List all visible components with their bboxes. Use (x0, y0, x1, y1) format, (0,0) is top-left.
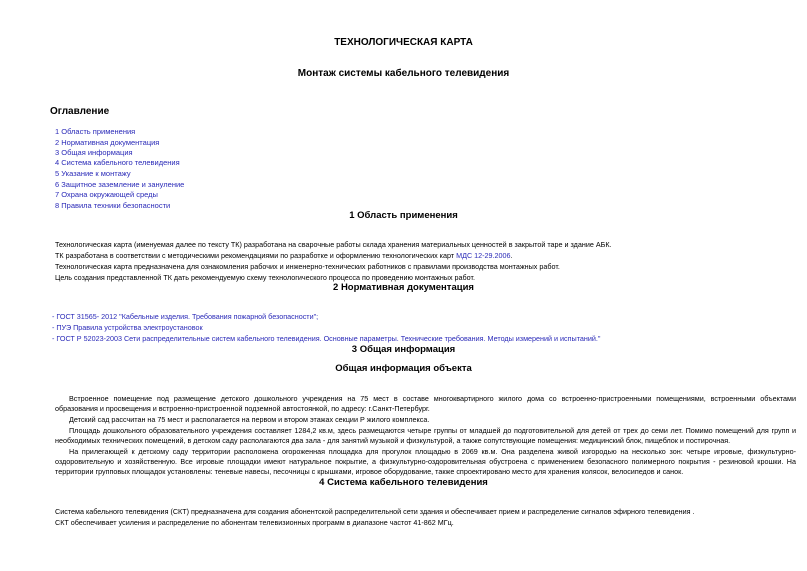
section-3-paragraph-3-line-2: необходимых технических помещений, в детском саду располагаются два зала - для занятий музыкой и физкультурой, а также сопутствующие помещения: медицинский блок, пищеблок и постирочная. (55, 436, 731, 445)
toc-link-installation[interactable]: 5 Указание к монтажу (55, 169, 131, 178)
toc-heading: Оглавление (50, 106, 110, 117)
section-1-line-1: Технологическая карта (именуемая далее по тексту ТК) разработана на сварочные работы склада хранения материальных ценностей в закрытой таре и здание АБК. (55, 240, 612, 249)
section-4-line-1: Система кабельного телевидения (СКТ) предназначена для создания абонентской распределительной сети здания и обеспечивает прием и распределение сигналов эфирного телевидения . (55, 507, 695, 516)
section-3-paragraph-4-line-2: оздоровительную и хозяйственную. Все игровые площадки имеют натуральное покрытие, а физкультурно-оздоровительная обустроена с применением безопасного полимерного покрытия - резиновой крошки. На (55, 457, 796, 466)
section-3-paragraph-1-line-1: Встроенное помещение под размещение детского дошкольного учреждения на 75 мест в составе многоквартирного жилого дома со встроенно-пристроенными помещениями, встроенными объектами (69, 394, 796, 403)
toc-link-scope[interactable]: 1 Область применения (55, 127, 136, 136)
toc-link-safety[interactable]: 8 Правила техники безопасности (55, 201, 171, 210)
document-subtitle: Монтаж системы кабельного телевидения (297, 68, 510, 79)
toc-link-environment[interactable]: 7 Охрана окружающей среды (55, 190, 158, 199)
section-3-paragraph-4-line-1: На прилегающей к детскому саду территории расположена огороженная площадка для прогулок площадью в 2069 кв.м. Она разделена живой изгородью на несколько зон: четыре игровые, физкультурно- (69, 447, 796, 456)
toc-link-cable-tv-system[interactable]: 4 Система кабельного телевидения (55, 158, 180, 167)
section-3-paragraph-3-line-1: Площадь дошкольного образовательного учреждения составляет 1284,2 кв.м, здесь размещаются четыре группы от младшей до подготовительной для детей от трех до семи лет. Помимо помещений для групп и (69, 426, 796, 435)
document-title: ТЕХНОЛОГИЧЕСКАЯ КАРТА (334, 37, 473, 48)
section-3-paragraph-1-line-2: образования и просвещения и встроенно-пристроенной подземной автостоянкой, по адресу: г.Санкт-Петербург. (55, 404, 430, 413)
section-3-subheading: Общая информация объекта (335, 363, 472, 374)
section-1-line-4: Цель создания представленной ТК дать рекомендуемую схему технологического процесса по проведению монтажных работ. (55, 273, 475, 282)
section-3-heading: 3 Общая информация (351, 344, 456, 355)
section-1-heading: 1 Область применения (349, 210, 458, 221)
section-2-heading: 2 Нормативная документация (333, 282, 474, 293)
section-1-line-3: Технологическая карта предназначена для ознакомления рабочих и инженерно-технических работников с правилами производства монтажных работ. (55, 262, 560, 271)
normative-link-gost-31565[interactable]: - ГОСТ 31565- 2012 "Кабельные изделия. Требования пожарной безопасности"; (52, 312, 319, 321)
section-4-line-2: СКТ обеспечивает усиления и распределение по абонентам телевизионных программ в диапазоне частот 41-862 МГц. (55, 518, 454, 527)
section-1-line-2-end: . (510, 251, 513, 260)
section-3-paragraph-4-line-3: территории групповых площадок установлены: теневые навесы, песочницы с крышками, игровое оборудование, также спроектировано место для хранения колясок, велосипедов и санок. (55, 467, 684, 476)
normative-link-pue[interactable]: - ПУЭ Правила устройства электроустановок (52, 323, 203, 332)
section-1-line-2 (55, 252, 513, 259)
normative-link-gost-52023[interactable]: - ГОСТ Р 52023-2003 Сети распределительные систем кабельного телевидения. Основные параметры. Технические требования. Методы измерений и испытаний." (52, 334, 601, 343)
toc-link-grounding[interactable]: 6 Защитное заземление и зануление (55, 180, 185, 189)
section-4-heading: 4 Система кабельного телевидения (319, 477, 488, 488)
mds-link[interactable]: МДС 12-29.2006 (456, 251, 511, 260)
toc-link-normative[interactable]: 2 Нормативная документация (55, 138, 160, 147)
section-1-line-2-text: ТК разработана в соответствии с методическими рекомендациями по разработке и оформлению технологических карт (55, 251, 457, 260)
toc-link-general-info[interactable]: 3 Общая информация (55, 148, 133, 157)
section-3-paragraph-2: Детский сад рассчитан на 75 мест и располагается на первом и втором этажах секции Р жилого комплекса. (69, 415, 430, 424)
